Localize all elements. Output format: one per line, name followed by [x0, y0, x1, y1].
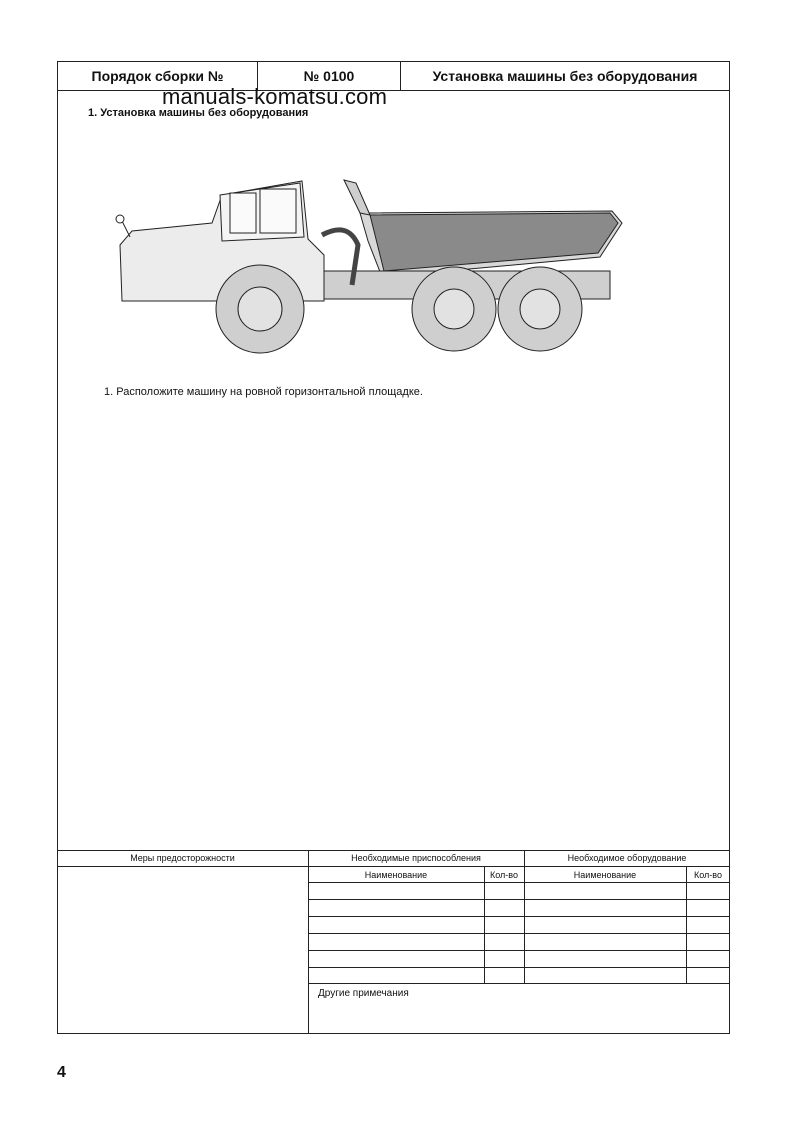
requirements-table	[57, 850, 730, 1034]
tools-qty-col: Кол-во	[490, 870, 518, 880]
assembly-number: № 0100	[258, 62, 401, 90]
equipment-header: Необходимое оборудование	[567, 853, 687, 863]
section-title: 1. Установка машины без оборудования	[88, 107, 309, 119]
page-number: 4	[57, 1064, 66, 1081]
tools-name-col: Наименование	[364, 870, 428, 880]
step-1-text: 1. Расположите машину на ровной горизонтальной площадке.	[104, 386, 423, 398]
equipment-name-col: Наименование	[573, 870, 637, 880]
page-title: Установка машины без оборудования	[432, 68, 698, 84]
articulated-dump-truck-illustration	[112, 175, 632, 355]
equipment-qty-col: Кол-во	[694, 870, 722, 880]
precautions-header: Меры предосторожности	[130, 853, 235, 863]
watermark-text: manuals-komatsu.com	[162, 84, 388, 109]
assembly-order-label: Порядок сборки №	[58, 62, 258, 90]
header-row	[58, 62, 729, 91]
other-notes-label: Другие примечания	[318, 988, 409, 999]
tools-header: Необходимые приспособления	[351, 853, 481, 863]
